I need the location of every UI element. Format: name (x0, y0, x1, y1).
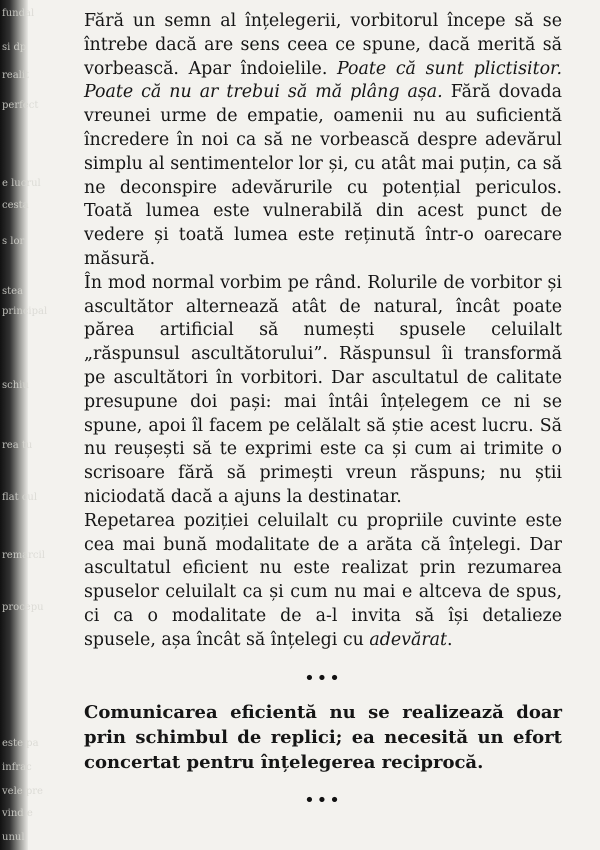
margin-fragment: este pa (2, 738, 39, 749)
margin-fragment: stea (2, 286, 24, 297)
margin-fragment: rea tu (2, 440, 33, 451)
margin-fragment: infrac (2, 762, 32, 773)
section-ornament-bottom: ••• (304, 790, 342, 812)
paragraph-3 (84, 510, 562, 653)
paragraph-1 (84, 10, 562, 272)
highlight-quote: Comunicarea eficientă nu se realizează doar prin schimbul de replici; ea necesită un efort concertat pentru înțelegerea reciprocă. (84, 702, 562, 774)
margin-fragment: schiu (2, 380, 29, 391)
paragraph-1-text: Fără un semn al înțelegerii, vorbitorul începe să se întrebe dacă are sens ceea ce spune, dacă merită să vorbească. Apar îndoielile. (84, 11, 562, 79)
paragraph-1-text-end: Fără dovada vreunei urme de empatie, oamenii nu au suficientă încredere în noi ca să ne vorbească despre adevărul simplu al sentimentelor lor și, cu atât mai puțin, ca să ne deconspire adevărurile cu potențial periculos. Toată lumea este vulnerabilă din acest punct de vedere și toată lumea este reținută într-o oarecare măsură. (84, 82, 562, 269)
paragraph-3-text: Repetarea poziției celuilalt cu propriile cuvinte este cea mai bună modalitate de a arăta că înțelegi. Dar ascultatul eficient nu este realizat prin rezumarea spuselor celuilalt ca și cum nu mai e altceva de spus, ci ca o modalitate de a-l invita să își detalieze spusele, așa încât să înțelegi cu (84, 510, 562, 650)
margin-fragment: realit (2, 70, 30, 81)
margin-fragment: cesta (2, 200, 29, 211)
margin-fragment: vind e (2, 808, 33, 819)
margin-fragment: unul (2, 832, 25, 843)
previous-page-edge (0, 0, 48, 850)
margin-fragment: remarcil (2, 550, 45, 561)
margin-fragment: principal (2, 306, 48, 317)
paragraph-1-italic: Poate că sunt plictisitor. Poate că nu ar trebui să mă plâng așa. (84, 58, 562, 103)
section-ornament: ••• (304, 667, 342, 689)
margin-fragment: si dp (2, 42, 27, 53)
margin-fragment: vele pre (2, 786, 43, 797)
margin-fragment: perfect (2, 100, 39, 111)
margin-fragment: s lor (2, 236, 25, 247)
margin-fragment: e lucrul (2, 178, 41, 189)
paragraph-3-text-end: . (447, 629, 453, 650)
margin-fragment: flat cul (2, 492, 38, 503)
body-text (84, 10, 562, 823)
paragraph-3-italic: adevărat (369, 629, 448, 650)
margin-fragment: procepu (2, 602, 44, 613)
margin-fragment: fundal (2, 8, 35, 19)
paragraph-2: În mod normal vorbim pe rând. Rolurile de vorbitor și ascultător alternează atât de natural, încât poate părea artificial să numești spusele celuilalt „răspunsul ascultătorului”. Răspunsul îi transformă pe ascultători în vorbitori. Dar ascultatul de calitate presupune doi pași: mai întâi înțelegem ce ni se spune, apoi îl facem pe celălalt să știe acest lucru. Să nu reușești să te exprimi este ca și cum ai trimite o scrisoare fără să primești vreun răspuns; nu știi niciodată dacă a ajuns la destinatar. (84, 272, 562, 507)
